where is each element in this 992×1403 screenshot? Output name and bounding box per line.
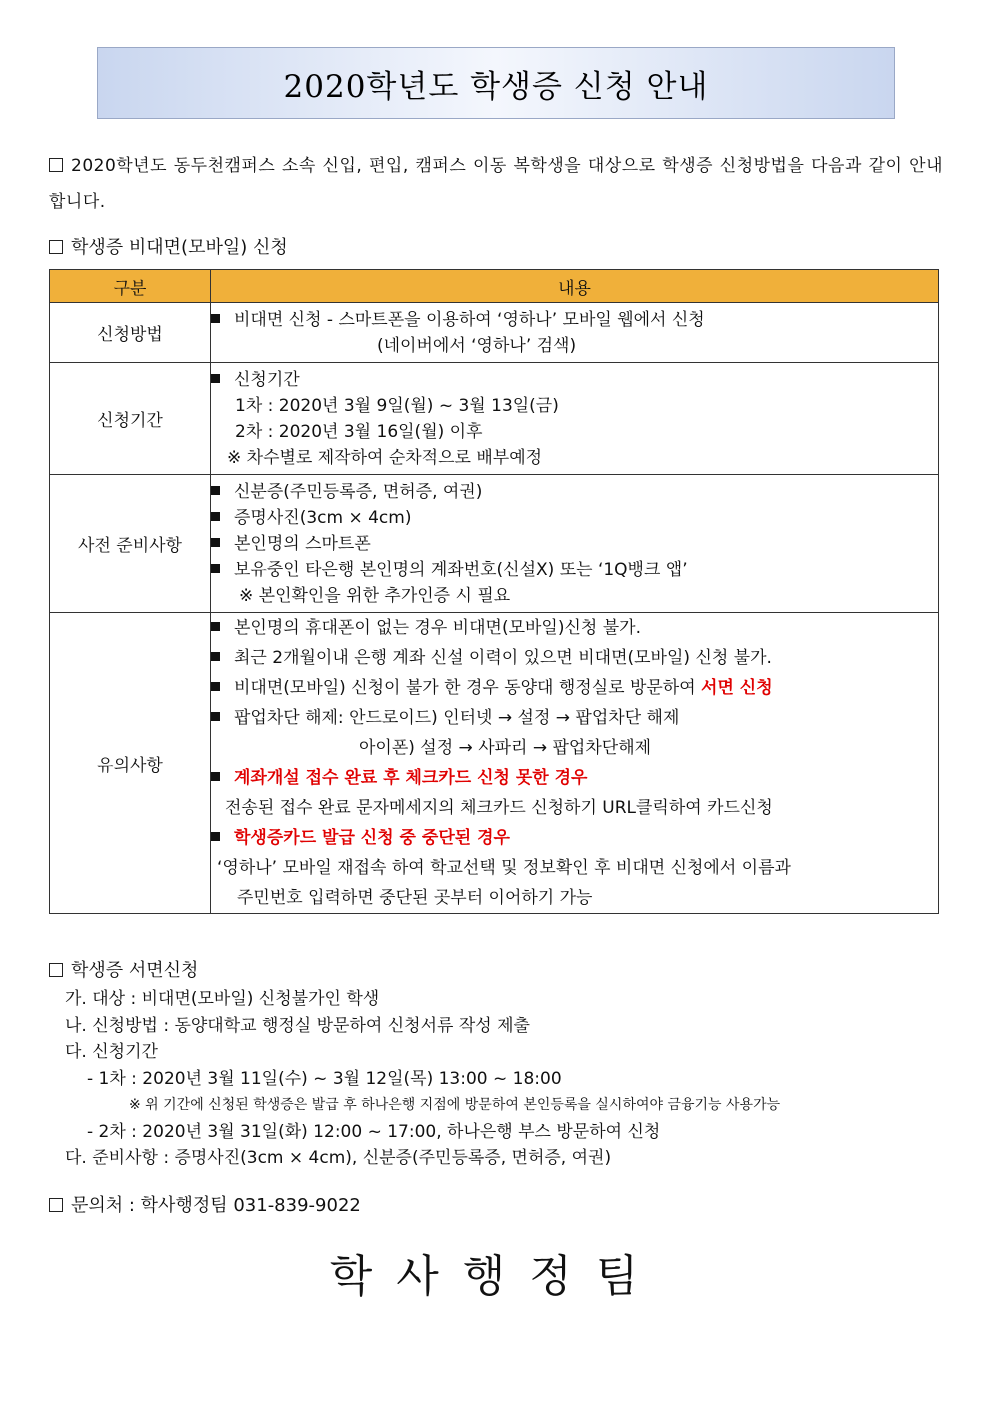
list-item: 가. 대상 : 비대면(모바일) 신청불가인 학생: [65, 989, 380, 1009]
list-note: ※ 위 기간에 신청된 학생증은 발급 후 하나은행 지점에 방문하여 본인등록을 실시하여야 금융기능 사용가능: [129, 1097, 781, 1113]
footer-department: 학사행정팀: [329, 1251, 663, 1302]
bullet-square-icon: [211, 682, 220, 691]
bullet-square-icon: [211, 652, 220, 661]
row-label-period: 신청기간: [50, 363, 211, 475]
contact-info: 문의처 : 학사행정팀 031-839-9022: [49, 1191, 361, 1217]
intro-paragraph: [49, 148, 943, 220]
bullet-square-icon: [211, 772, 220, 781]
row-label-notes: 유의사항: [50, 613, 211, 914]
table-row: [50, 613, 939, 914]
checkbox-square-icon: [49, 158, 63, 172]
row-content-notes: 본인명의 휴대폰이 없는 경우 비대면(모바일)신청 불가. 최근 2개월이내 은행 계좌 신설 이력이 있으면 비대면(모바일) 신청 불가. 비대면(모바일) 신청이 불가 한 경우 동양대 행정실로 방문하여 서면 신청 팝업차단 해제: 안드로이드) 인터넷 → 설정 → 팝업차단 해제 아이폰) 설정 → 사파리 → 팝업차단해제 계좌개설 접수 완료 후 체크카드 신청 못한 경우 전송된 접수 완료 문자메세지의 체크카드 신청하기 URL클릭하여 카드신청 학생증카드 발급 신청 중 중단된 경우 ‘영하나’ 모바일 재접속 하여 학교선택 및 정보확인 후 비대면 신청에서 이름과 주민번호 입력하면 중단된 곳부터 이어하기 가능: [211, 613, 939, 914]
row-content-method: 비대면 신청 - 스마트폰을 이용하여 ‘영하나’ 모바일 웹에서 신청 (네이버에서 ‘영하나’ 검색): [211, 303, 939, 363]
table-row: [50, 303, 939, 363]
checkbox-square-icon: [49, 240, 63, 254]
checkbox-square-icon: [49, 963, 63, 977]
list-item: 나. 신청방법 : 동양대학교 행정실 방문하여 신청서류 작성 제출: [65, 1015, 530, 1036]
bullet-square-icon: [211, 712, 220, 721]
list-item: - 1차 : 2020년 3월 11일(수) ~ 3월 12일(목) 13:00 ~ 18:00: [87, 1068, 562, 1089]
bullet-square-icon: [211, 314, 220, 323]
mobile-application-table: [49, 269, 939, 914]
checkbox-square-icon: [49, 1198, 63, 1212]
title-banner: [97, 47, 895, 119]
bullet-square-icon: [211, 538, 220, 547]
row-content-period: 신청기간 1차 : 2020년 3월 9일(월) ~ 3월 13일(금) 2차 : 2020년 3월 16일(월) 이후 ※ 차수별로 제작하여 순차적으로 배부예정: [211, 363, 939, 475]
table-row: [50, 475, 939, 613]
row-label-method: 신청방법: [50, 303, 211, 363]
list-item: 다. 준비사항 : 증명사진(3cm × 4cm), 신분증(주민등록증, 면허증, 여권): [65, 1148, 612, 1168]
bullet-square-icon: [211, 564, 220, 573]
header-category: 구분: [50, 270, 211, 303]
warning-interrupted: 학생증카드 발급 신청 중 중단된 경우: [234, 828, 510, 848]
table-header-row: [50, 270, 939, 303]
list-item: 다. 신청기간: [65, 1042, 158, 1062]
warning-checkcard: 계좌개설 접수 완료 후 체크카드 신청 못한 경우: [234, 768, 588, 788]
bullet-square-icon: [211, 374, 220, 383]
bullet-square-icon: [211, 832, 220, 841]
written-application-list: [49, 986, 780, 1172]
intro-text: 2020학년도 동두천캠퍼스 소속 신입, 편입, 캠퍼스 이동 복학생을 대상으로 학생증 신청방법을 다음과 같이 안내합니다.: [49, 156, 943, 212]
table-row: [50, 363, 939, 475]
row-content-prep: 신분증(주민등록증, 면허증, 여권) 증명사진(3cm × 4cm) 본인명의 스마트폰 보유중인 타은행 본인명의 계좌번호(신설X) 또는 ‘1Q뱅크 앱’ ※ 본인확인을 위한 추가인증 시 필요: [211, 475, 939, 613]
bullet-square-icon: [211, 512, 220, 521]
header-content: 내용: [211, 270, 939, 303]
written-application-highlight: 서면 신청: [701, 678, 773, 698]
section-heading-written: 학생증 서면신청: [49, 956, 198, 982]
section-heading-mobile: 학생증 비대면(모바일) 신청: [49, 233, 288, 259]
bullet-square-icon: [211, 486, 220, 495]
list-item: - 2차 : 2020년 3월 31일(화) 12:00 ~ 17:00, 하나은행 부스 방문하여 신청: [87, 1121, 661, 1142]
bullet-square-icon: [211, 622, 220, 631]
page-title: 2020학년도 학생증 신청 안내: [283, 68, 709, 105]
row-label-prep: 사전 준비사항: [50, 475, 211, 613]
